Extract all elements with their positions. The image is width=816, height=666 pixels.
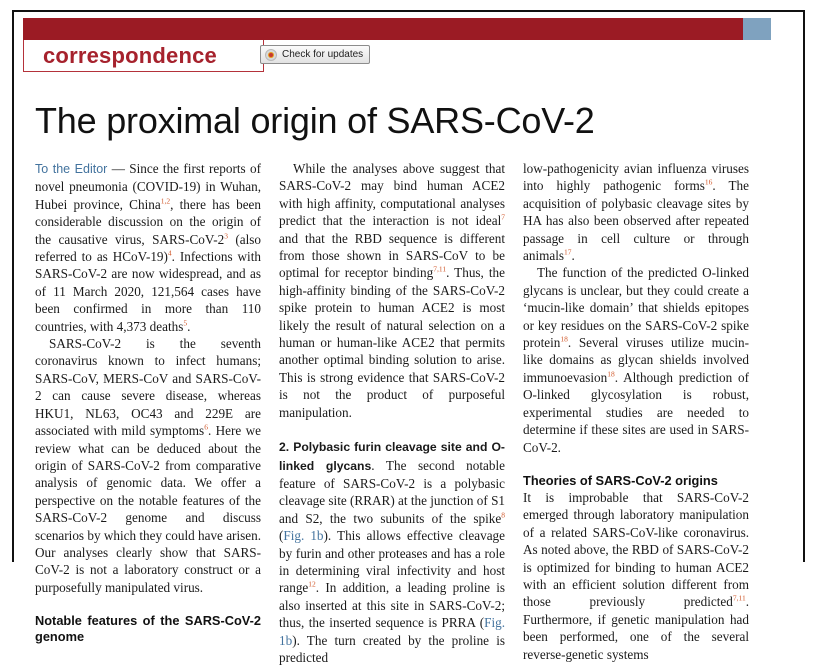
citation-ref[interactable]: 1,2	[160, 196, 171, 206]
citation-ref[interactable]: 5	[183, 318, 188, 328]
paragraph	[523, 264, 749, 455]
text-run: . Several viruses utilize mucin-like domains as glycan shields involved immunoevasion	[523, 335, 749, 385]
text-run: While the analyses above suggest that SARS-CoV-2 may bind human ACE2 with high affinity, computational analyses predict that the interaction is not ideal	[279, 161, 505, 229]
check-for-updates-label: Check for updates	[282, 49, 364, 60]
section-label: correspondence	[43, 43, 217, 68]
section-heading: Theories of SARS-CoV-2 origins	[523, 472, 718, 488]
text-run: . Infections with SARS-CoV-2 are now widespread, and as of 11 March 2020, 121,564 cases have been confirmed in more than 110 countries, with 4,373 deaths	[35, 249, 261, 334]
citation-ref[interactable]: 7	[501, 212, 505, 222]
text-run: . Although prediction of O-linked glycosylation is robust, experimental studies are needed to determine if these sites are used in SARS-CoV-2.	[523, 369, 749, 455]
text-run: (also referred to as HCoV-19)	[35, 231, 261, 265]
text-column-2	[279, 160, 505, 666]
citation-ref[interactable]: 7,11	[433, 265, 447, 275]
text-run: . Furthermore, if genetic manipulation had been performed, one of the several reverse-genetic systems	[523, 594, 749, 662]
paragraph	[279, 160, 505, 421]
text-run: ). This allows effective cleavage by furin and other proteases and has a role in determining viral infectivity and host range	[279, 528, 506, 596]
text-run: and that the RBD sequence is different from those shown in SARS-CoV to be optimal for receptor binding	[279, 230, 505, 281]
paragraph	[523, 489, 749, 663]
journal-header-accent	[743, 18, 771, 40]
text-run: , there has been considerable discussion on the origin of the causative virus, SARS-CoV-2	[35, 196, 261, 247]
citation-ref[interactable]: 16	[704, 178, 713, 188]
paragraph	[35, 160, 261, 335]
text-run: . Thus, the high-affinity binding of the SARS-CoV-2 spike protein to human ACE2 is most likely the result of natural selection on a human or human-like ACE2 that permits another optimal binding solution to arise. This is strong evidence that SARS-CoV-2 is not the product of purposeful manipulation.	[279, 265, 505, 420]
citation-ref[interactable]: 8	[501, 510, 505, 520]
text-run: — Since the first reports of novel pneumonia (COVID-19) in Wuhan, Hubei province, China	[35, 161, 261, 212]
citation-ref[interactable]: 17	[564, 247, 572, 257]
to-the-editor-lead: To the Editor	[35, 162, 108, 176]
paragraph	[523, 160, 749, 264]
crossmark-icon	[265, 49, 277, 61]
check-for-updates-button[interactable]	[260, 45, 370, 64]
text-run: low-pathogenicity avian influenza viruses into highly pathogenic forms	[523, 161, 749, 194]
figure-link[interactable]: Fig. 1b	[283, 528, 324, 544]
citation-ref[interactable]: 12	[308, 579, 316, 589]
citation-ref[interactable]: 7,11	[732, 593, 746, 603]
figure-link[interactable]: Fig. 1b	[279, 615, 505, 648]
run-in-heading: 2. Polybasic furin cleavage site and O-linked glycans	[279, 440, 505, 473]
text-run: .	[187, 318, 191, 334]
citation-ref[interactable]: 4	[167, 248, 172, 258]
section-label-box	[23, 40, 264, 72]
text-run: . The acquisition of polybasic cleavage sites by HA has also been observed after repeated passage in cell culture or through animals	[523, 178, 750, 264]
text-run: SARS-CoV-2 is the seventh coronavirus known to infect humans; SARS-CoV, MERS-CoV and SARS-CoV-2 can cause severe disease, whereas HKU1, NL63, OC43 and 229E are associated with mild symptoms	[35, 336, 261, 439]
citation-ref[interactable]: 6	[204, 422, 208, 432]
journal-header-bar	[23, 18, 743, 40]
paragraph	[279, 438, 505, 666]
text-run: . The second notable feature of SARS-CoV-2 is a polybasic cleavage site (RRAR) at the junction of S1 and S2, the two subunits of the spike	[279, 457, 506, 526]
text-run: . Here we review what can be deduced about the origin of SARS-CoV-2 from comparative analysis of genomic data. We offer a perspective on the notable features of the SARS-CoV-2 genome and discuss scenarios by which they could have arisen. Our analyses clearly show that SARS-CoV-2 is not a laboratory construct or a purposefully manipulated virus.	[35, 423, 261, 595]
text-run: .	[571, 248, 575, 264]
text-run: The function of the predicted O-linked glycans is unclear, but they could create a ‘mucin-like domain’ that shields epitopes or key residues on the SARS-CoV-2 spike protein	[523, 265, 749, 351]
citation-ref[interactable]: 18	[560, 334, 568, 344]
citation-ref[interactable]: 3	[224, 231, 228, 241]
text-run: It is improbable that SARS-CoV-2 emerged through laboratory manipulation of a related SARS-CoV-like coronavirus. As noted above, the RBD of SARS-CoV-2 is optimized for binding to human ACE2 with an efficient solution different from those previously predicted	[523, 489, 749, 610]
text-column-1	[35, 160, 261, 645]
text-column-3	[523, 160, 749, 663]
article-title: The proximal origin of SARS-CoV-2	[35, 100, 595, 141]
text-run: (	[279, 528, 284, 544]
paragraph	[35, 335, 261, 596]
citation-ref[interactable]: 18	[607, 369, 615, 379]
section-heading: Notable features of the SARS-CoV-2 genome	[35, 613, 261, 645]
text-run: . In addition, a leading proline is also inserted at this site in SARS-CoV-2; thus, the inserted sequence is PRRA (	[279, 580, 505, 631]
text-run: ). The turn created by the proline is predicted	[279, 632, 505, 665]
